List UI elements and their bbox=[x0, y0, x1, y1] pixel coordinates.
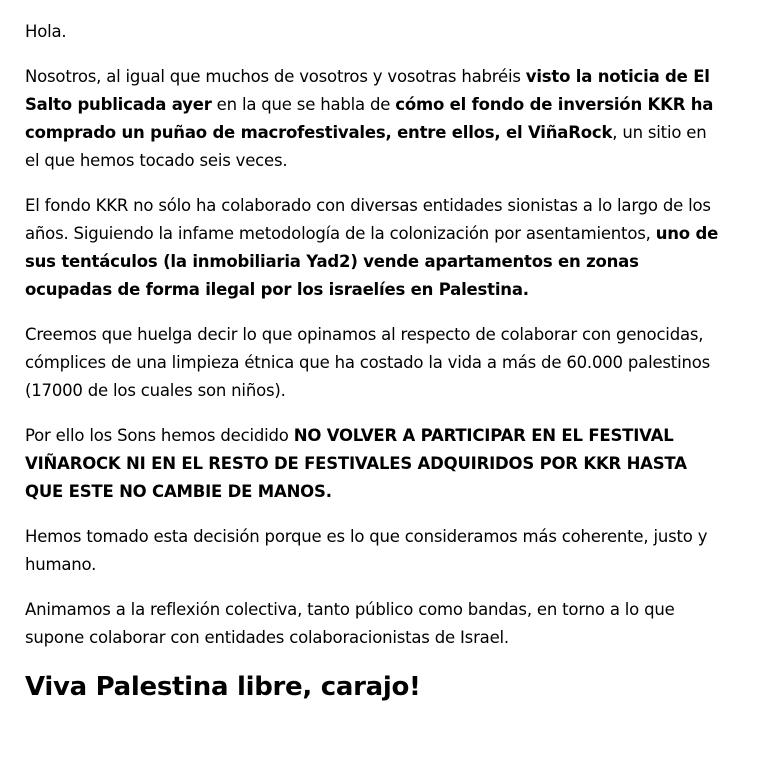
paragraph-decision-bold: NO VOLVER A PARTICIPAR EN EL FESTIVAL VIÑAROCK NI EN EL RESTO DE FESTIVALES ADQUIRIDOS POR KKR HASTA QUE ESTE NO CAMBIE DE MANOS. bbox=[25, 426, 687, 501]
paragraph-news bbox=[25, 63, 725, 175]
paragraph-kkr-text: El fondo KKR no sólo ha colaborado con diversas entidades sionistas a lo largo de los años. Siguiendo la infame metodología de la colonización por asentamientos, bbox=[25, 196, 711, 243]
paragraph-news-text-2: en la que se habla de bbox=[211, 95, 396, 114]
paragraph-reflection: Animamos a la reflexión colectiva, tanto público como bandas, en torno a lo que supone colaborar con entidades colaboracionistas de Israel. bbox=[25, 600, 675, 647]
paragraph-decision-text: Por ello los Sons hemos decidido bbox=[25, 426, 294, 445]
paragraph-kkr bbox=[25, 192, 725, 304]
greeting: Hola. bbox=[25, 22, 67, 41]
paragraph-news-bold-1: visto la noticia de El Salto publicada ayer bbox=[25, 67, 710, 114]
paragraph-news-text-1: Nosotros, al igual que muchos de vosotros y vosotras habréis bbox=[25, 67, 526, 86]
paragraph-news-text-3: , un sitio en el que hemos tocado seis veces. bbox=[25, 123, 707, 170]
paragraph-news-bold-2: cómo el fondo de inversión KKR ha comprado un puñao de macrofestivales, entre ellos, el ViñaRock bbox=[25, 95, 714, 142]
paragraph-kkr-bold: uno de sus tentáculos (la inmobiliaria Yad2) vende apartamentos en zonas ocupadas de forma ilegal por los israelíes en Palestina. bbox=[25, 224, 719, 299]
paragraph-opinion: Creemos que huelga decir lo que opinamos al respecto de colaborar con genocidas, cómplices de una limpieza étnica que ha costado la vida a más de 60.000 palestinos (17000 de los cuales son niños). bbox=[25, 325, 711, 400]
closing-heading: Viva Palestina libre, carajo! bbox=[25, 672, 421, 702]
paragraph-reason: Hemos tomado esta decisión porque es lo que consideramos más coherente, justo y humano. bbox=[25, 527, 708, 574]
letter-document bbox=[25, 18, 725, 705]
paragraph-decision bbox=[25, 422, 725, 506]
